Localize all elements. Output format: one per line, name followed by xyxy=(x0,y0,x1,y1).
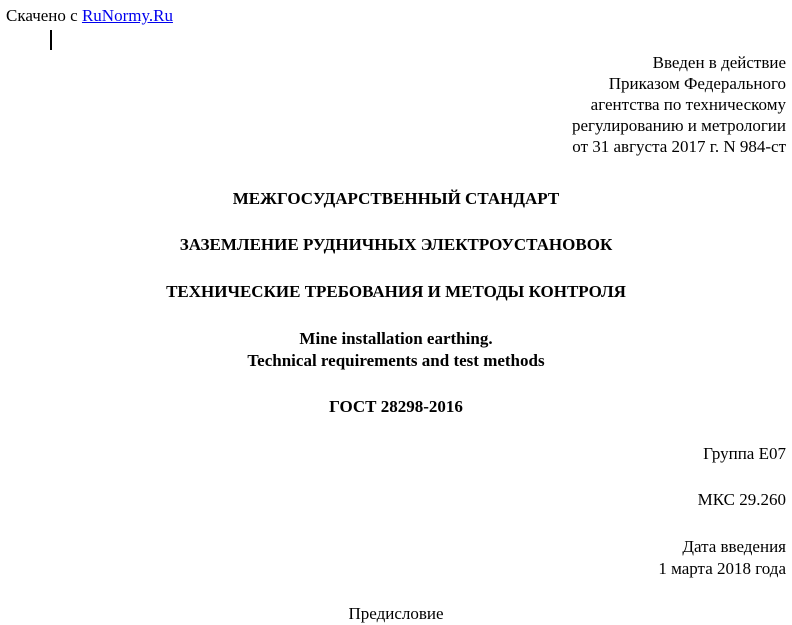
group-code: Группа Е07 xyxy=(703,444,786,463)
introduction-date-label: Дата введения xyxy=(682,537,786,556)
enactment-line-4: регулированию и метрологии xyxy=(571,116,786,135)
text-cursor xyxy=(50,30,52,50)
enactment-line-3: агентства по техническому xyxy=(590,95,786,114)
runormy-link[interactable]: RuNormy.Ru xyxy=(81,6,173,25)
download-prefix: Скачено с xyxy=(6,6,82,25)
enactment-block xyxy=(572,52,786,157)
enactment-line-1: Введен в действие xyxy=(652,53,786,72)
standard-type-heading: МЕЖГОСУДАРСТВЕННЫЙ СТАНДАРТ xyxy=(232,189,560,208)
enactment-line-2: Приказом Федерального xyxy=(608,74,786,93)
gost-designation: ГОСТ 28298-2016 xyxy=(329,397,463,416)
preface-heading: Предисловие xyxy=(348,604,444,623)
english-title-line-1: Mine installation earthing. xyxy=(299,329,493,348)
mks-code: МКС 29.260 xyxy=(697,490,786,509)
enactment-line-5: от 31 августа 2017 г. N 984-ст xyxy=(572,137,786,156)
main-title: ЗАЗЕМЛЕНИЕ РУДНИЧНЫХ ЭЛЕКТРОУСТАНОВОК xyxy=(179,235,613,254)
introduction-date-block xyxy=(658,536,786,580)
english-title-line-2: Technical requirements and test methods xyxy=(247,351,545,370)
subtitle: ТЕХНИЧЕСКИЕ ТРЕБОВАНИЯ И МЕТОДЫ КОНТРОЛЯ xyxy=(166,282,626,301)
download-source xyxy=(6,6,173,26)
introduction-date-value: 1 марта 2018 года xyxy=(658,559,786,578)
english-title xyxy=(0,328,792,372)
